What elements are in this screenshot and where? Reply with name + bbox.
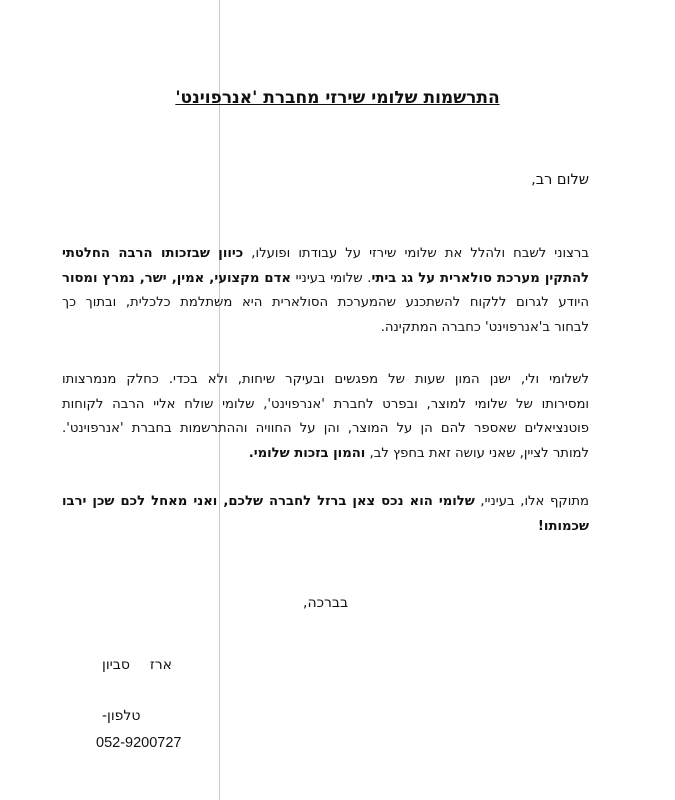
- signer-last-name: סביון: [102, 657, 130, 673]
- paragraph-2-line-4-text: למותר לציין, שאני עושה זאת בחפץ לב,: [365, 445, 589, 461]
- signer-name: [102, 657, 172, 673]
- paragraph-1-line-2-text: . שלומי בעיניי: [290, 270, 372, 286]
- paragraph-1-line-1: [62, 242, 589, 267]
- paragraph-3-line-1: [62, 490, 589, 515]
- paragraph-3-line-2-bold: שכמותו!: [537, 518, 589, 534]
- paragraph-2-line-2: ומסירותו של שלומי למוצר, ובפרט לחברת 'אנרפוינט', שלומי שולח אליי הרבה לקוחות: [62, 396, 589, 412]
- signer-first-name: ארז: [149, 657, 172, 673]
- paragraph-2-line-4: [62, 442, 589, 467]
- paragraph-3-line-1-text: מתוקף אלו, בעיניי,: [474, 494, 589, 509]
- paragraph-1: [62, 242, 589, 340]
- paragraph-1-line-1-text: ברצוני לשבח ולהלל את שלומי שירזי על עבודתו ופועלו,: [243, 246, 589, 261]
- paragraph-1-line-2-bold-a: להתקין מערכת סולארית על גג ביתי: [371, 270, 589, 286]
- paragraph-2-line-4-bold: והמון בזכות שלומי.: [248, 445, 366, 461]
- phone-label: טלפון-: [102, 708, 141, 724]
- phone-number: 052-9200727: [96, 735, 182, 751]
- paragraph-1-line-2-bold-b: אדם מקצועי, אמין, ישר, נמרץ ומסור: [62, 270, 291, 286]
- paragraph-3-line-1-bold: שלומי הוא נכס צאן ברזל לחברה שלכם, ואני מאחל לכם שכן ירבו: [62, 494, 475, 509]
- paragraph-2: [62, 368, 589, 466]
- letter-title: התרשמות שלומי שירזי מחברת 'אנרפוינט': [175, 88, 500, 108]
- paragraph-3: [62, 490, 589, 539]
- closing: בברכה,: [303, 595, 349, 611]
- paragraph-1-line-1-bold: כיוון שבזכותו הרבה החלטתי: [62, 246, 244, 261]
- greeting: שלום רב,: [531, 172, 589, 188]
- paragraph-3-line-2: [62, 515, 589, 540]
- paragraph-1-line-2: [62, 267, 589, 292]
- paragraph-2-line-1: לשלומי ולי, ישנן המון שעות של מפגשים ובעיקר שיחות, ולא בכדי. כחלק מנמרצותו: [62, 372, 589, 387]
- paragraph-2-line-3: פוטנציאלים שאספר להם הן על המוצר, והן על החוויה וההתרשמות בחברת 'אנרפוינט'.: [62, 421, 589, 436]
- paragraph-1-line-3: היודע לגרום ללקוח להשתכנע שהמערכת הסולארית היא משתלמת כלכלית, ובתוך כך: [62, 295, 589, 310]
- paragraph-1-line-4: לבחור ב'אנרפוינט' כחברה המתקינה.: [380, 319, 589, 335]
